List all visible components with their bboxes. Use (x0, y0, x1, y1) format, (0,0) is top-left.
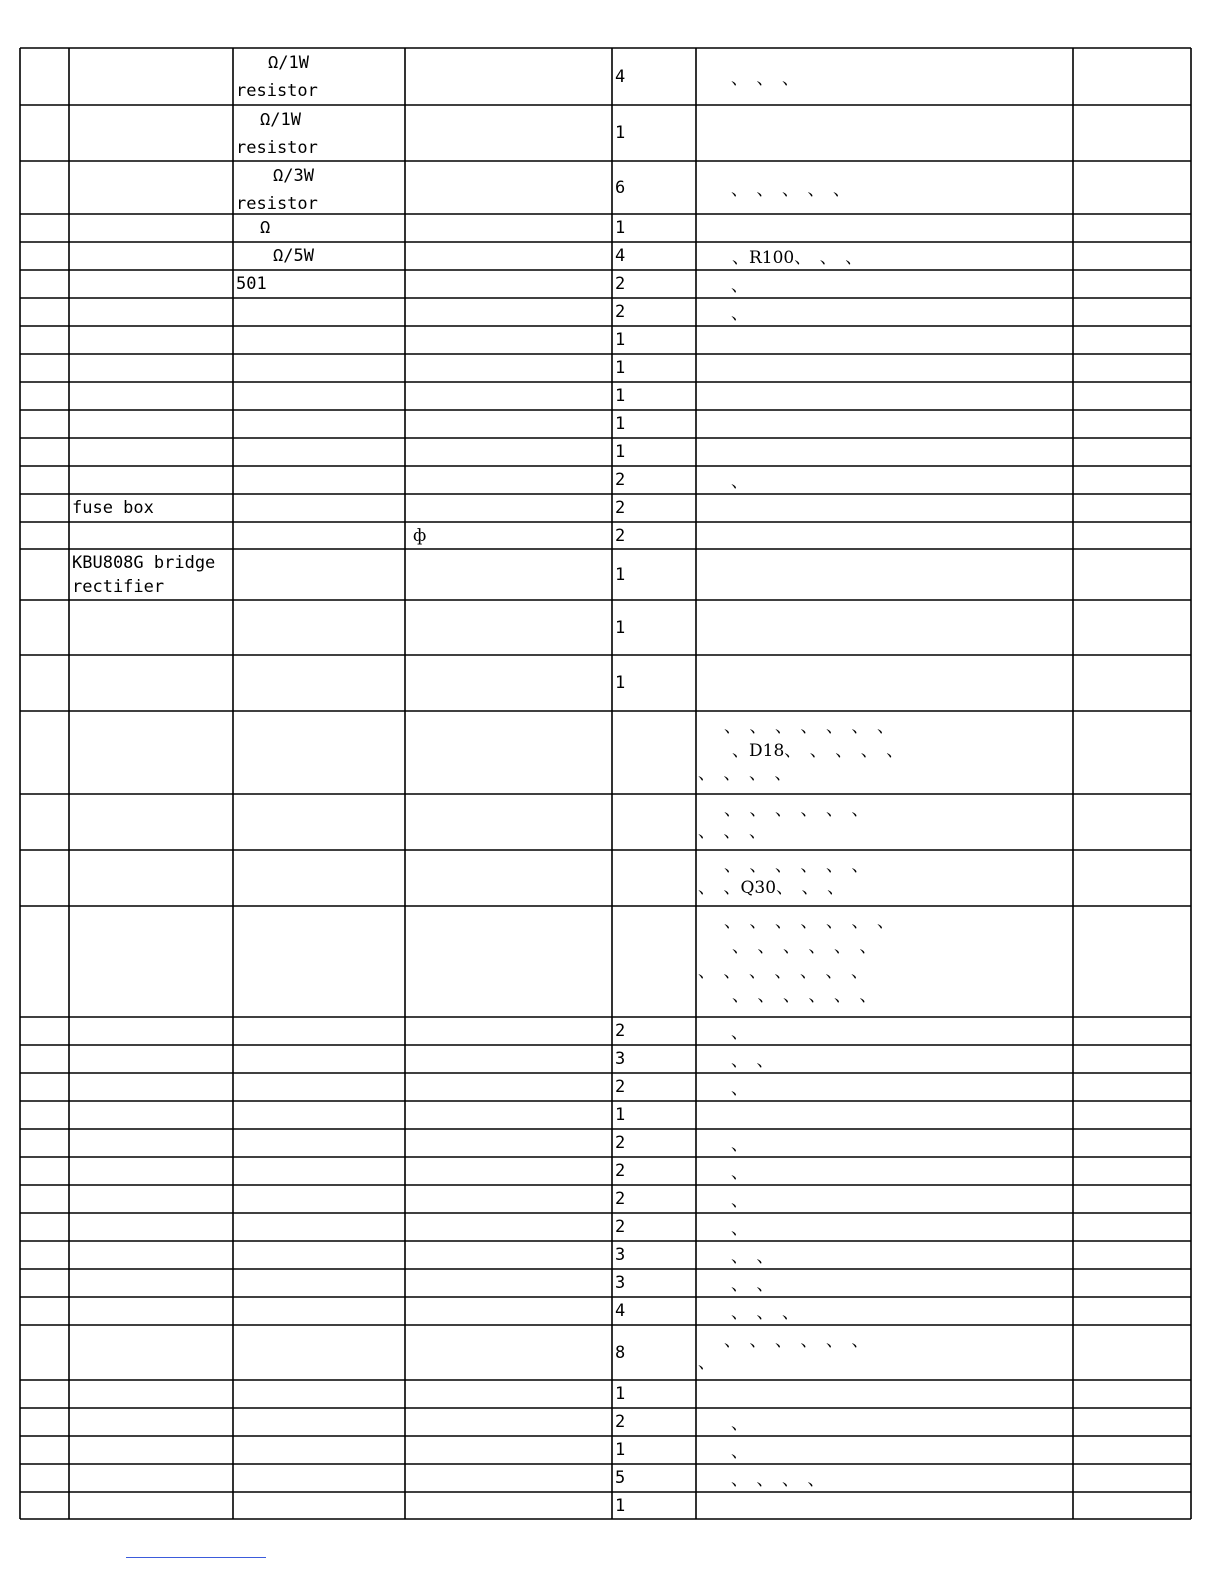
cell-spec: resistor (236, 138, 318, 158)
cell-quantity: 2 (615, 1021, 626, 1041)
cell-location: 、 (731, 1135, 748, 1155)
cell-model: KBU808G bridge (72, 553, 216, 573)
cell-location-line: 、 (698, 1352, 715, 1373)
bom-table (20, 48, 1191, 1519)
cell-location-line: 、 、Q30、 、 、 (698, 878, 845, 898)
cell-quantity: 1 (615, 218, 626, 238)
cell-quantity: 1 (615, 442, 626, 462)
cell-quantity: 3 (615, 1049, 626, 1069)
cell-quantity: 4 (615, 66, 626, 87)
cell-location: 、 、 、 (731, 1303, 799, 1323)
cell-quantity: 1 (615, 1384, 626, 1404)
cell-location-line: 、 、 、 、 、 、 (732, 986, 877, 1007)
cell-model: rectifier (72, 577, 165, 597)
cell-location: 、 (731, 276, 748, 296)
cell-location: 、 (731, 1414, 748, 1434)
cell-quantity: 2 (615, 498, 626, 518)
cell-quantity: 3 (615, 1245, 626, 1265)
cell-spec: Ω/1W (260, 110, 301, 130)
cell-spec: Ω (260, 218, 271, 238)
cell-spec: Ω/3W (273, 166, 314, 186)
cell-quantity: 2 (615, 525, 626, 546)
cell-quantity: 2 (615, 1161, 626, 1181)
cell-quantity: 5 (615, 1468, 626, 1488)
table-grid (20, 48, 1191, 1519)
cell-quantity: 1 (615, 358, 626, 378)
cell-package: ф (413, 525, 427, 546)
cell-quantity: 2 (615, 1412, 626, 1432)
cell-spec: 501 (236, 274, 267, 294)
cell-location: 、 (731, 1219, 748, 1239)
cell-location: 、 、 (731, 1051, 774, 1071)
cell-quantity: 2 (615, 1133, 626, 1153)
cell-quantity: 2 (615, 470, 626, 490)
cell-quantity: 1 (615, 617, 626, 638)
cell-quantity: 4 (615, 246, 626, 266)
cell-location: 、R100、 、 、 (732, 248, 863, 268)
cell-location: 、 (731, 1023, 748, 1043)
cell-quantity: 3 (615, 1273, 626, 1293)
cell-location: 、 (731, 1442, 748, 1462)
cell-location: 、 (731, 472, 748, 492)
cell-quantity: 4 (615, 1301, 626, 1321)
cell-location-line: 、 、 、 、 (698, 764, 792, 785)
cell-quantity: 1 (615, 123, 626, 143)
cell-spec: Ω/1W (268, 53, 309, 73)
cell-location: 、 (731, 1191, 748, 1211)
cell-location-line: 、 、 、 、 、 、 、 (698, 961, 868, 982)
cell-location-line: 、 、 、 、 、 、 (732, 936, 877, 957)
cell-spec: Ω/5W (273, 246, 314, 266)
cell-quantity: 1 (615, 564, 626, 585)
cell-spec: resistor (236, 194, 318, 214)
cell-spec: resistor (236, 81, 318, 101)
cell-location-line: 、D18、 、 、 、 、 (732, 740, 904, 761)
cell-location: 、 (731, 1163, 748, 1183)
cell-location: 、 、 、 (731, 68, 799, 89)
cell-location-line: 、 、 、 、 、 、 、 (724, 912, 894, 932)
cell-quantity: 2 (615, 274, 626, 294)
cell-quantity: 1 (615, 1440, 626, 1460)
cell-location: 、 、 、 、 (731, 1470, 825, 1490)
cell-quantity: 1 (615, 330, 626, 350)
cell-quantity: 8 (615, 1342, 626, 1363)
cell-location: 、 、 、 、 、 (731, 179, 850, 200)
cell-location-line: 、 、 、 、 、 、 、 (724, 717, 894, 737)
cell-location: 、 、 (731, 1275, 774, 1295)
cell-quantity: 1 (615, 386, 626, 406)
cell-quantity: 1 (615, 1105, 626, 1125)
cell-location-line: 、 、 、 、 、 、 (724, 856, 869, 876)
cell-quantity: 1 (615, 1495, 626, 1516)
cell-location: 、 (731, 1079, 748, 1099)
cell-quantity: 2 (615, 302, 626, 322)
cell-location-line: 、 、 、 (698, 822, 766, 842)
cell-quantity: 6 (615, 177, 626, 198)
cell-location: 、 (731, 304, 748, 324)
cell-quantity: 2 (615, 1077, 626, 1097)
cell-location-line: 、 、 、 、 、 、 (724, 800, 869, 820)
cell-location: 、 、 (731, 1247, 774, 1267)
cell-quantity: 1 (615, 673, 626, 693)
cell-location-line: 、 、 、 、 、 、 (724, 1331, 869, 1351)
cell-model: fuse box (72, 498, 154, 518)
cell-quantity: 2 (615, 1217, 626, 1237)
cell-quantity: 1 (615, 414, 626, 434)
cell-quantity: 2 (615, 1189, 626, 1209)
footer-link-underline[interactable] (126, 1557, 266, 1558)
